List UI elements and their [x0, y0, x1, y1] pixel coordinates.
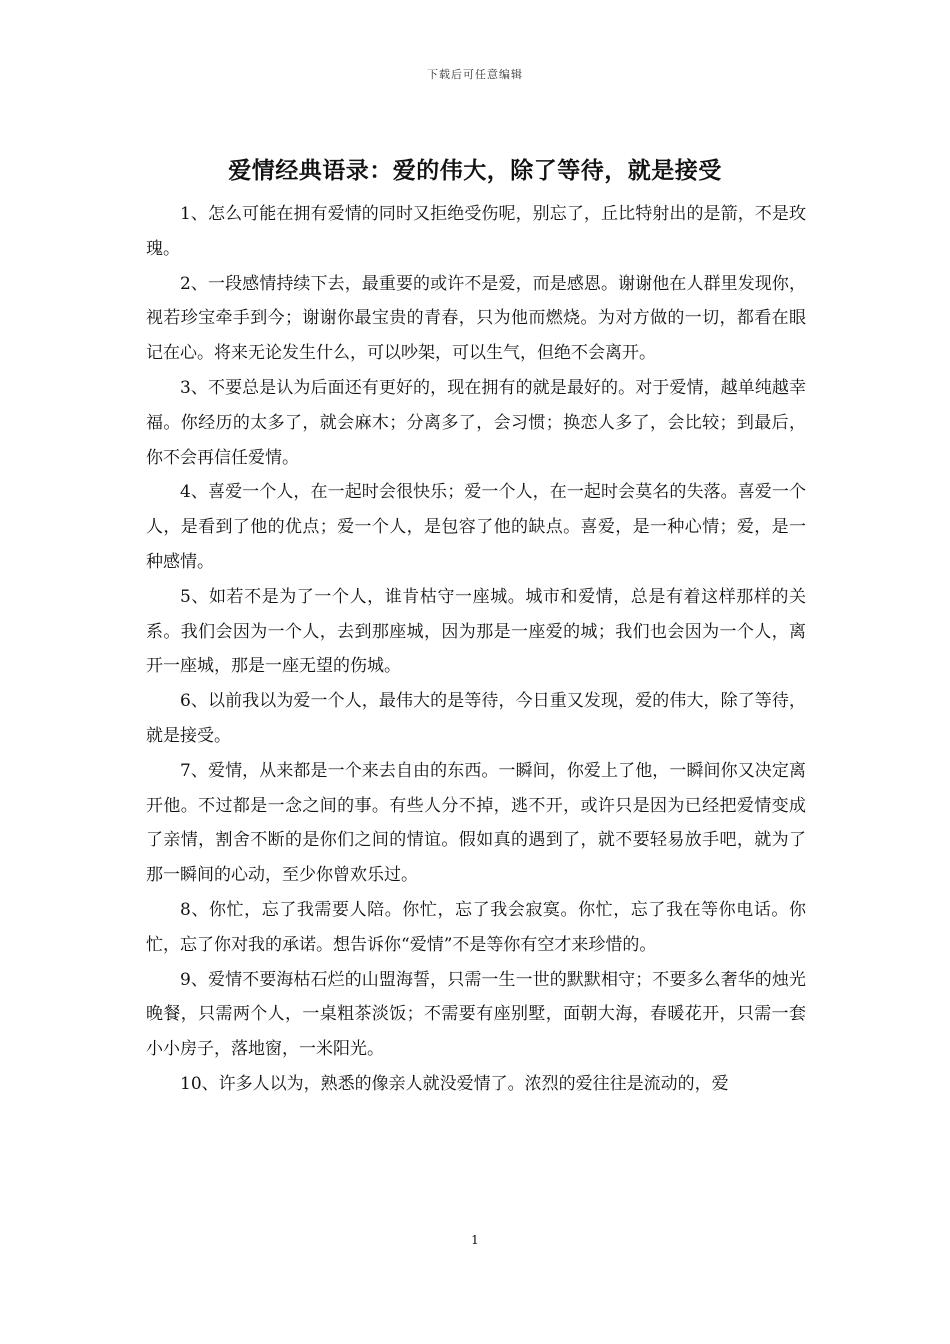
paragraph-9: 9、爱情不要海枯石烂的山盟海誓，只需一生一世的默默相守；不要多么奢华的烛光晚餐，只需两个人，一桌粗茶淡饭；不需要有座别墅，面朝大海，春暖花开，只需一套小小房子，落地窗，一米阳光。 [146, 969, 806, 1060]
paragraph-1: 1、怎么可能在拥有爱情的同时又拒绝受伤呢，别忘了，丘比特射出的是箭，不是玫瑰。 [146, 204, 806, 259]
paragraph-6: 6、以前我以为爱一个人，最伟大的是等待，今日重又发现，爱的伟大，除了等待，就是接受。 [146, 691, 806, 746]
paragraph-10: 10、许多人以为，熟悉的像亲人就没爱情了。浓烈的爱往往是流动的，爱 [180, 1073, 729, 1094]
document-title: 爱情经典语录：爱的伟大，除了等待，就是接受 [228, 157, 722, 184]
paragraph-7: 7、爱情，从来都是一个来去自由的东西。一瞬间，你爱上了他，一瞬间你又决定离开他。不过都是一念之间的事。有些人分不掉，逃不开，或许只是因为已经把爱情变成了亲情，割舍不断的是你们之间的情谊。假如真的遇到了，就不要轻易放手吧，就为了那一瞬间的心动，至少你曾欢乐过。 [146, 760, 806, 886]
paragraph-8: 8、你忙，忘了我需要人陪。你忙，忘了我会寂寞。你忙，忘了我在等你电话。你忙，忘了你对我的承诺。想告诉你“爱情”不是等你有空才来珍惜的。 [146, 899, 806, 955]
page-number: 1 [471, 1233, 479, 1247]
paragraph-5: 5、如若不是为了一个人，谁肯枯守一座城。城市和爱情，总是有着这样那样的关系。我们会因为一个人，去到那座城，因为那是一座爱的城；我们也会因为一个人，离开一座城，那是一座无望的伤城。 [146, 586, 806, 677]
page-header-note: 下载后可任意编辑 [427, 68, 523, 81]
paragraph-4: 4、喜爱一个人，在一起时会很快乐；爱一个人，在一起时会莫名的失落。喜爱一个人，是看到了他的优点；爱一个人，是包容了他的缺点。喜爱，是一种心情；爱，是一种感情。 [146, 482, 806, 572]
paragraph-3: 3、不要总是认为后面还有更好的，现在拥有的就是最好的。对于爱情，越单纯越幸福。你经历的太多了，就会麻木；分离多了，会习惯；换恋人多了，会比较；到最后，你不会再信任爱情。 [146, 377, 806, 468]
paragraph-2: 2、一段感情持续下去，最重要的或许不是爱，而是感恩。谢谢他在人群里发现你，视若珍宝牵手到今；谢谢你最宝贵的青春，只为他而燃烧。为对方做的一切，都看在眼记在心。将来无论发生什么，可以吵架，可以生气，但绝不会离开。 [146, 273, 806, 364]
document-body [146, 197, 806, 1102]
